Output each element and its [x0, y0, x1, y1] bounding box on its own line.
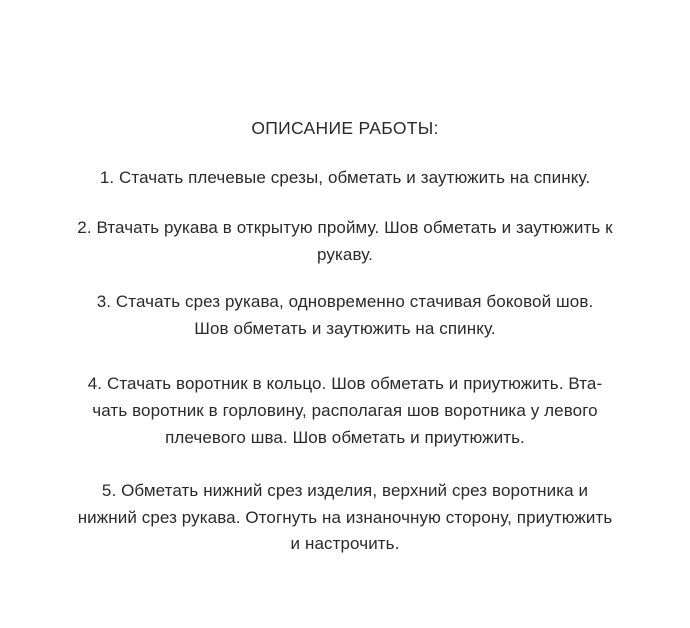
- step-1-line: 1. Стачать плечевые срезы, обметать и заутюжить на спинку.: [99, 168, 591, 187]
- step-3-line: Шов обметать и заутюжить на спинку.: [194, 319, 496, 338]
- step-5-line: 5. Обметать нижний срез изделия, верхний срез воротника и: [101, 481, 589, 500]
- step-3-line: 3. Стачать срез рукава, одновременно стачивая боковой шов.: [96, 292, 594, 311]
- step-4-line: чать воротник в горловину, располагая шов воротника у левого: [92, 401, 598, 420]
- step-4-line: плечевого шва. Шов обметать и приутюжить.: [165, 428, 525, 447]
- step-2-line: рукаву.: [317, 245, 373, 264]
- step-5-line: нижний срез рукава. Отогнуть на изнаночную сторону, приутюжить: [77, 508, 613, 527]
- step-5-line: и настрочить.: [290, 534, 400, 553]
- page-title: ОПИСАНИЕ РАБОТЫ:: [251, 118, 439, 138]
- step-2-line: 2. Втачать рукава в открытую пройму. Шов обметать и заутюжить к: [77, 218, 613, 237]
- step-4-line: 4. Стачать воротник в кольцо. Шов обметать и приутюжить. Вта-: [87, 374, 603, 393]
